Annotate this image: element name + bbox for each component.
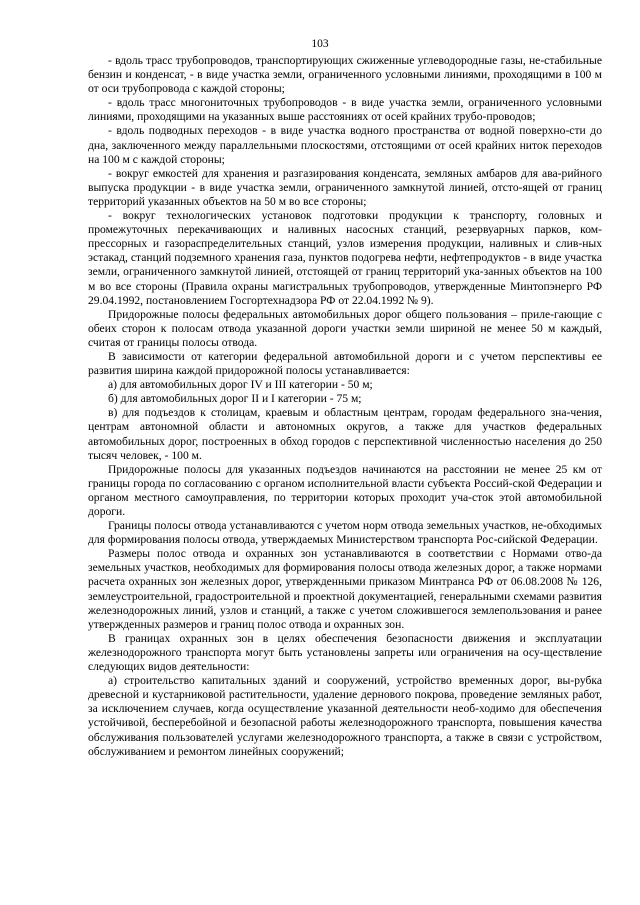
list-item: в) для подъездов к столицам, краевым и областным центрам, городам федерального зна-чения, центрам автономной области и автономных округов, а также для участков федеральных автомобильных дорог, построенных в обход городов с перспективной численностью населения до 250 тысяч человек, - 100 м.: [88, 406, 602, 462]
paragraph: Границы полосы отвода устанавливаются с учетом норм отвода земельных участков, не-обходимых для формирования полосы отвода, утверждаемых Министерством транспорта Рос-сийской Федерации.: [88, 519, 602, 547]
page-body: [88, 54, 602, 759]
paragraph: - вокруг емкостей для хранения и разгазирования конденсата, земляных амбаров для ава-рийного выпуска продукции - в виде участка земли, ограниченного замкнутой линией, отсто-ящей от границ территорий указанных объектов на 50 м во все стороны;: [88, 166, 602, 208]
paragraph: Размеры полос отвода и охранных зон устанавливаются в соответствии с Нормами отво-да земельных участков, необходимых для формирования полосы отвода железных дорог, а также нормами расчета охранных зон железных дорог, утвержденными приказом Минтранса РФ от 06.08.2008 № 126, землеустроительной, градостроительной и проектной документацией, генеральными схемами развития железнодорожных линий, узлов и станций, а также с учетом сложившегося землепользования и ранее утвержденных размеров и границ полос отвода и охранных зон.: [88, 547, 602, 631]
paragraph: В границах охранных зон в целях обеспечения безопасности движения и эксплуатации железнодорожного транспорта могут быть установлены запреты или ограничения на осу-ществление следующих видов деятельности:: [88, 631, 602, 674]
paragraph: - вокруг технологических установок подготовки продукции к транспорту, головных и промежуточных перекачивающих и наливных насосных станций, резервуарных парков, ком-прессорных и газораспределительных станций, узлов измерения продукции, наливных и слив-ных эстакад, станций подземного хранения газа, пунктов подогрева нефти, нефтепродуктов - в виде участка земли, ограниченного замкнутой линией, отстоящей от границ территорий ука-занных объектов на 100 м во все стороны (Правила охраны магистральных трубопроводов, утвержденные Минтопэнерго РФ 29.04.1992, постановлением Госгортехнадзора РФ от 22.04.1992 № 9).: [88, 209, 602, 307]
page-number: 103: [311, 38, 329, 50]
list-item: а) для автомобильных дорог IV и III категории - 50 м;: [108, 378, 373, 392]
paragraph: Придорожные полосы федеральных автомобильных дорог общего пользования – приле-гающие с обеих сторон к полосам отвода указанной дороги участки земли шириной не менее 50 м каждый, считая от границы полосы отвода.: [88, 307, 602, 349]
paragraph: Придорожные полосы для указанных подъездов начинаются на расстоянии не менее 25 км от границы города по согласованию с органом исполнительной власти субъекта Россий-ской Федерации и органом местного самоуправления, по территории которых проходит уча-сток этой автомобильной дороги.: [88, 462, 602, 518]
paragraph: В зависимости от категории федеральной автомобильной дороги и с учетом перспективы ее развития ширина каждой придорожной полосы устанавливается:: [88, 349, 602, 378]
paragraph: - вдоль трасс многониточных трубопроводов - в виде участка земли, ограниченного условными линиями, проходящими на указанных выше расстояниях от осей крайних трубо-проводов;: [88, 96, 602, 124]
paragraph: - вдоль подводных переходов - в виде участка водного пространства от водной поверхно-сти до дна, заключенного между параллельными плоскостями, отстоящими от осей крайних ниток переходов на 100 м с каждой стороны;: [88, 124, 602, 166]
paragraph: - вдоль трасс трубопроводов, транспортирующих сжиженные углеводородные газы, не-стабильные бензин и конденсат, - в виде участка земли, ограниченного условными линиями, проходящими в 100 м от оси трубопровода с каждой стороны;: [88, 54, 602, 96]
list-item: а) строительство капитальных зданий и сооружений, устройство временных дорог, вы-рубка древесной и кустарниковой растительности, удаление дернового покрова, проведение земляных работ, за исключением случаев, когда осуществление указанной деятельности необ-ходимо для обеспечения устойчивой, бесперебойной и безопасной работы железнодорожного транспорта, повышения качества обслуживания пользователей услугами железнодорожного транспорта, а также в связи с устройством, обслуживанием и ремонтом линейных сооружений;: [88, 674, 602, 758]
list-item: б) для автомобильных дорог II и I категории - 75 м;: [108, 392, 362, 406]
